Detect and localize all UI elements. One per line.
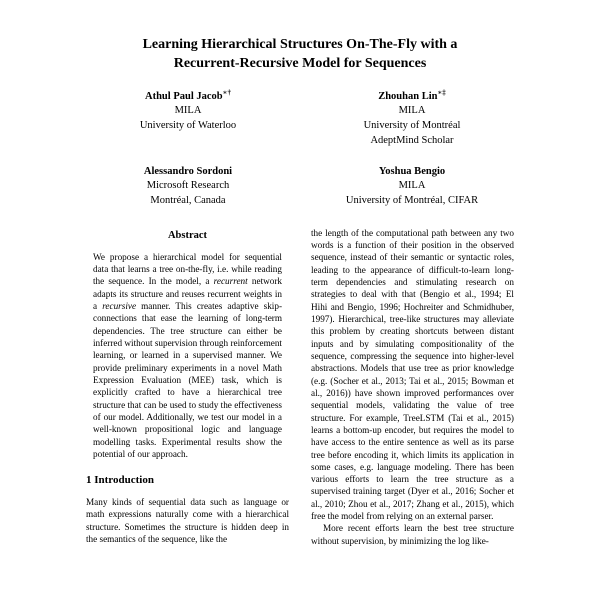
author-4 [310,165,514,209]
author-marks: ∗† [222,88,231,97]
author-affiliation: MILA [398,105,426,117]
abstract-segment-italic: recurrent [213,276,248,287]
author-affiliation: Microsoft Research [146,180,230,192]
author-marks: ∗‡ [437,88,446,97]
abstract-segment: We propose a hierarchical model for sequential data that learns a tree on-the-fly, i.e. while reading the sequence. In the model, a [93,251,282,287]
author-block [86,90,514,209]
abstract-heading: Abstract [167,229,208,241]
author-name [86,90,290,105]
body-paragraph-1: the length of the computational path between any two words is a function of their position in the observed sequence, instead of their semantic or syntactic roles, leading to the appearance of difficult-to-learn long-term dependencies and stimulating research on strategies to deal with that (Bengio et al., 1994; El Hihi and Bengio, 1996; Hochreiter and Schmidhuber, 1997). Hierarchical, tree-like structures may alleviate this problem by creating shortcuts between distant inputs and by simulating compositionality of the sequence, compressing the sequence into higher-level abstractions. Models that use tree as prior knowledge (e.g. (Socher et al., 2013; Tai et al., 2015; Bowman et al., 2016)) have shown improved performances over sequential models, validating the value of tree structure. For example, TreeLSTM (Tai et al., 2015) learns a bottom-up encoder, but requires the model to have access to the entire sentence as well as its parse tree before encoding it, which limits its application in some cases, e.g. language modeling. There has been various efforts to learn the tree structure as a supervised training target (Dyer et al., 2016; Socher et al., 2010; Zhou et al., 2017; Zhang et al., 2015), which free the model from relying on an external parser. [311,227,514,522]
author-affiliation: University of Montréal, CIFAR [345,194,479,206]
author-affiliation: University of Montréal [363,120,461,132]
right-column [311,227,514,548]
abstract-body [86,251,289,461]
left-column [86,227,289,548]
author-1 [86,90,290,149]
two-column-body [86,227,514,548]
paper-title: Learning Hierarchical Structures On-The-Fly with a Recurrent-Recursive Model for Sequences [142,37,458,71]
author-name [310,165,514,180]
abstract-segment: network adapts its structure and reuses recurrent weights in a [93,276,283,311]
author-affiliation: University of Waterloo [139,120,237,132]
author-2 [310,90,514,149]
body-paragraph-2: More recent efforts learn the best tree structure without supervision, by minimizing the log like- [311,523,514,546]
author-name-text: Yoshua Bengio [378,165,446,177]
abstract-segment: manner. This creates adaptive skip-connections that ease the learning of long-term dependencies. The tree structure can either be inferred without supervision through reinforcement learning, or learned in a supervised manner. We provide preliminary experiments in a novel Math Expression Evaluation (MEE) task, which is explicitly crafted to have a hierarchical tree structure that can be used to study the effectiveness of our model. Additionally, we test our model in a well-known propositional logic and language modelling tasks. Experimental results show the potential of our approach. [93,300,283,459]
abstract-segment-italic: recursive [102,300,137,311]
abstract-text [93,251,282,461]
author-affiliation: MILA [398,180,426,192]
author-affiliation: MILA [174,105,202,117]
author-name-text: Zhouhan Lin [378,90,438,102]
intro-paragraph: Many kinds of sequential data such as language or math expressions naturally come with a hierarchical structure. Sometimes the structure is hidden deep in the semantics of the sequence, like the [86,496,289,544]
author-name-text: Alessandro Sordoni [143,165,233,177]
author-affiliation: AdeptMind Scholar [370,134,454,146]
author-name [310,90,514,105]
author-name-text: Athul Paul Jacob [145,90,223,102]
author-name [86,165,290,180]
author-affiliation: Montréal, Canada [150,194,226,206]
author-3 [86,165,290,209]
section-1-heading: 1 Introduction [86,474,154,487]
